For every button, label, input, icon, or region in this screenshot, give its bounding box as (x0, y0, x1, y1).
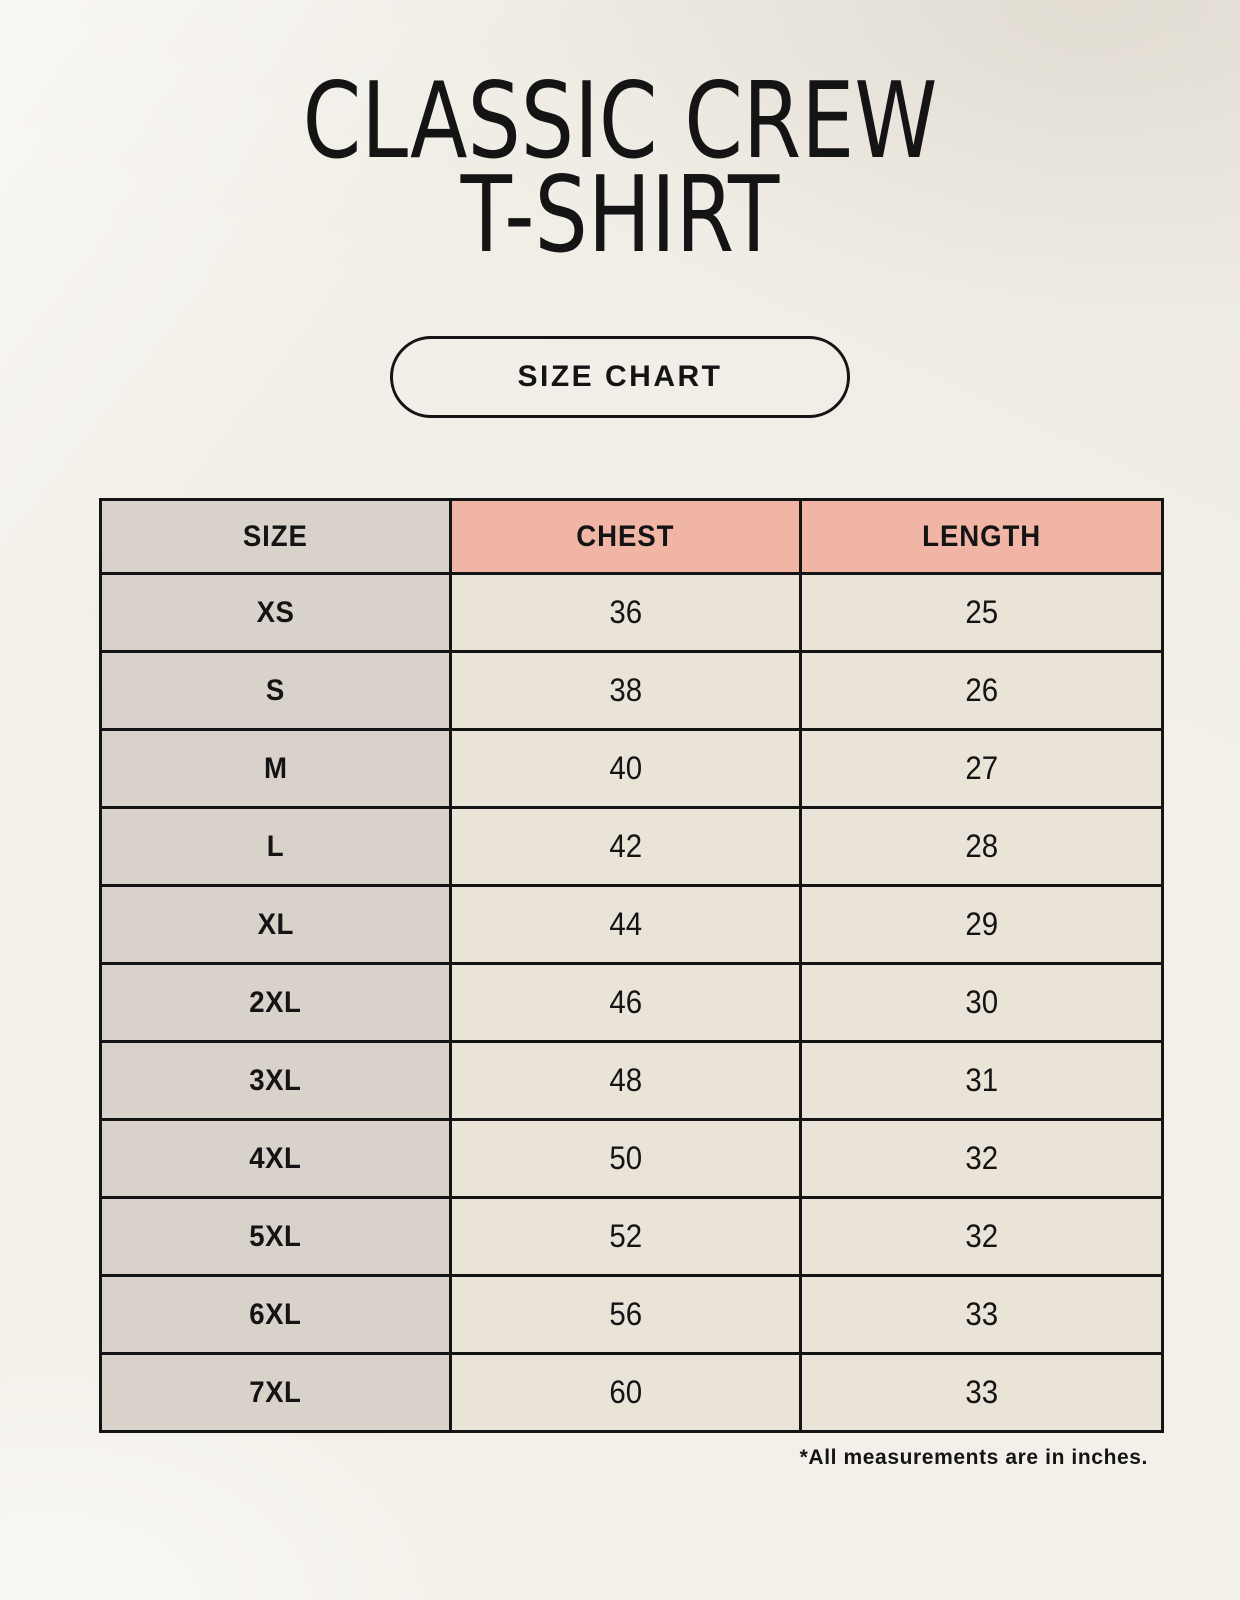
length-value: 31 (965, 1062, 998, 1098)
table-row-5xl (101, 1198, 1163, 1276)
length-cell (801, 1120, 1163, 1198)
chest-value: 56 (609, 1296, 642, 1332)
chest-cell (451, 964, 801, 1042)
chest-value: 40 (609, 750, 642, 786)
size-value: M (263, 751, 288, 785)
chest-cell (451, 652, 801, 730)
length-cell (801, 964, 1163, 1042)
size-chart-badge-label: SIZE CHART (517, 360, 723, 393)
size-value: 3XL (249, 1063, 302, 1097)
chest-value: 42 (609, 828, 642, 864)
length-value: 32 (965, 1218, 998, 1254)
column-header-chest (451, 500, 801, 574)
size-value: L (266, 829, 285, 863)
chest-value: 36 (609, 594, 642, 630)
length-value: 28 (965, 828, 998, 864)
page-title-line-2: T-SHIRT (460, 154, 780, 276)
size-table-header (101, 500, 1163, 574)
chest-cell (451, 886, 801, 964)
length-value: 33 (965, 1374, 998, 1410)
table-row-s (101, 652, 1163, 730)
length-value: 33 (965, 1296, 998, 1332)
length-value: 30 (965, 984, 998, 1020)
size-cell (101, 1276, 451, 1354)
length-cell (801, 886, 1163, 964)
chest-value: 38 (609, 672, 642, 708)
size-value: 6XL (249, 1297, 302, 1331)
size-cell (101, 730, 451, 808)
size-table-body (101, 574, 1163, 1432)
size-chart-badge (390, 336, 850, 418)
table-row-6xl (101, 1276, 1163, 1354)
size-value: 5XL (249, 1219, 302, 1253)
chest-cell (451, 1198, 801, 1276)
size-cell (101, 808, 451, 886)
chest-cell (451, 574, 801, 652)
table-row-2xl (101, 964, 1163, 1042)
size-cell (101, 1354, 451, 1432)
table-row-l (101, 808, 1163, 886)
length-value: 29 (965, 906, 998, 942)
length-value: 27 (965, 750, 998, 786)
chest-cell (451, 730, 801, 808)
header-row (101, 500, 1163, 574)
chest-cell (451, 1042, 801, 1120)
column-header-size-label: SIZE (242, 519, 309, 553)
chest-value: 52 (609, 1218, 642, 1254)
table-row-4xl (101, 1120, 1163, 1198)
chest-value: 50 (609, 1140, 642, 1176)
length-value: 25 (965, 594, 998, 630)
column-header-length-label: LENGTH (922, 519, 1041, 553)
size-cell (101, 1120, 451, 1198)
measurement-footnote: *All measurements are in inches. (799, 1446, 1148, 1469)
length-cell (801, 808, 1163, 886)
length-cell (801, 1354, 1163, 1432)
size-cell (101, 652, 451, 730)
length-cell (801, 730, 1163, 808)
chest-value: 60 (609, 1374, 642, 1410)
size-value: 4XL (249, 1141, 302, 1175)
length-cell (801, 1198, 1163, 1276)
length-cell (801, 1042, 1163, 1120)
length-cell (801, 1276, 1163, 1354)
size-cell (101, 1042, 451, 1120)
chest-cell (451, 808, 801, 886)
size-cell (101, 1198, 451, 1276)
table-row-m (101, 730, 1163, 808)
chest-value: 44 (609, 906, 642, 942)
size-cell (101, 886, 451, 964)
column-header-size (101, 500, 451, 574)
size-value: XL (257, 907, 294, 941)
page-title (0, 0, 1240, 276)
size-value: 7XL (249, 1375, 302, 1409)
table-row-3xl (101, 1042, 1163, 1120)
size-value: S (266, 673, 285, 707)
length-value: 32 (965, 1140, 998, 1176)
chest-cell (451, 1276, 801, 1354)
table-row-7xl (101, 1354, 1163, 1432)
length-cell (801, 574, 1163, 652)
length-cell (801, 652, 1163, 730)
chest-value: 48 (609, 1062, 642, 1098)
chest-cell (451, 1120, 801, 1198)
chest-value: 46 (609, 984, 642, 1020)
size-value: XS (256, 595, 295, 629)
chest-cell (451, 1354, 801, 1432)
size-cell (101, 964, 451, 1042)
column-header-length (801, 500, 1163, 574)
column-header-chest-label: CHEST (576, 519, 675, 553)
table-row-xl (101, 886, 1163, 964)
size-table (99, 498, 1164, 1433)
size-value: 2XL (249, 985, 302, 1019)
table-row-xs (101, 574, 1163, 652)
size-cell (101, 574, 451, 652)
length-value: 26 (965, 672, 998, 708)
page-title-line-1: CLASSIC CREW (302, 60, 938, 182)
